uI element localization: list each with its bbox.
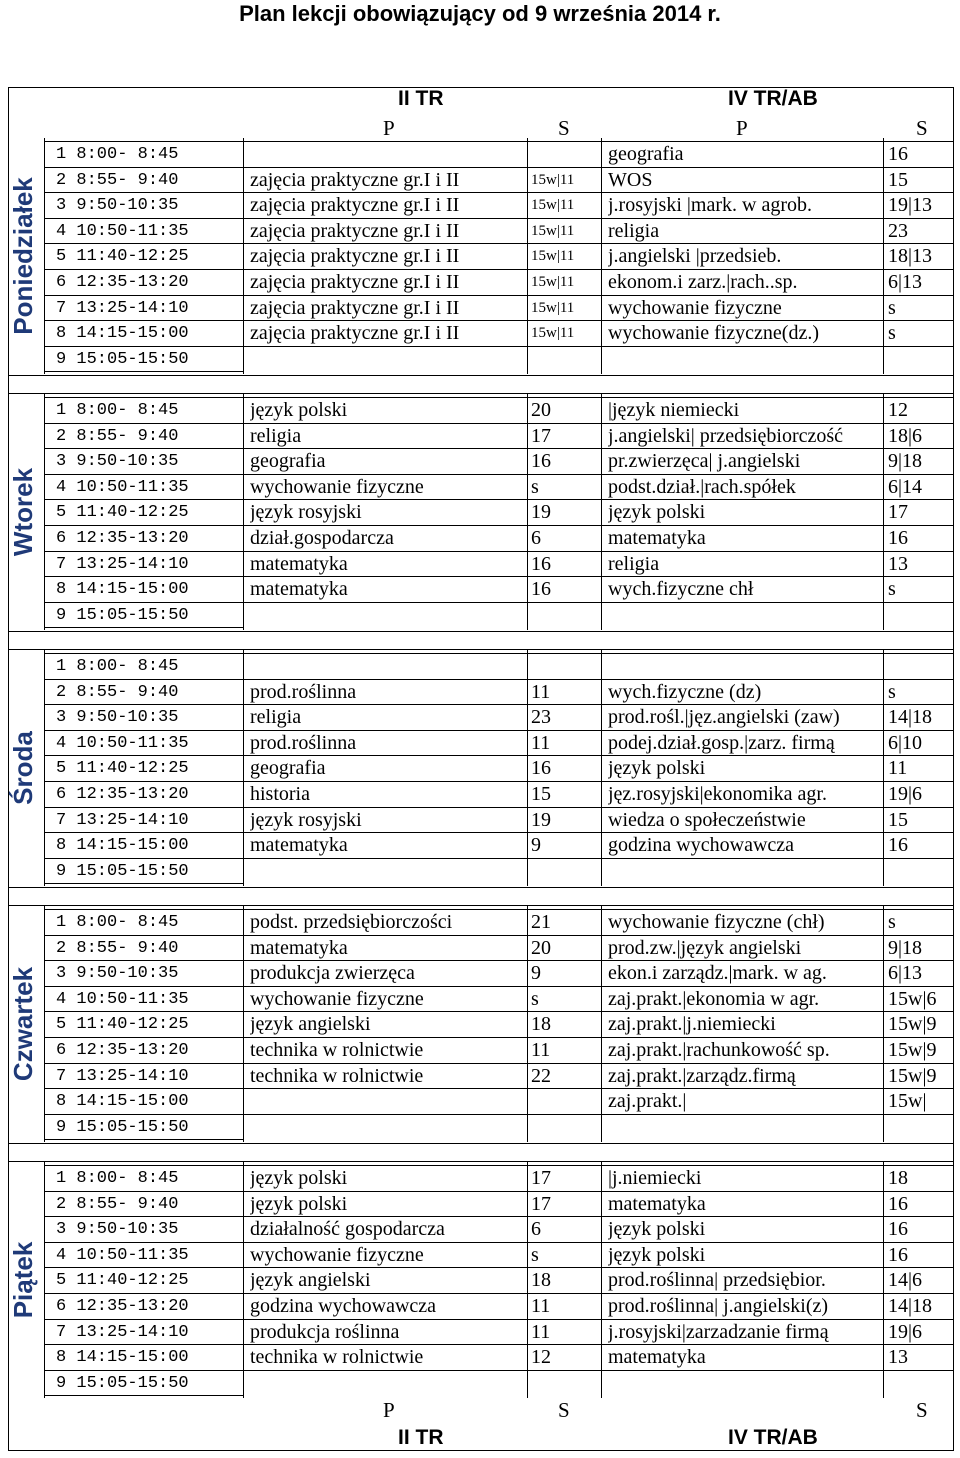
subject-iv-tr-ab: zaj.prakt.|zarządz.firmą: [608, 1065, 796, 1087]
grid-row-line: [44, 551, 953, 552]
subject-iv-tr-ab: prod.roślinna| przedsiębior.: [608, 1269, 826, 1291]
grid-row-line: [44, 909, 953, 910]
subject-ii-tr: zajęcia praktyczne gr.I i II: [250, 220, 460, 242]
day-separator: [9, 631, 953, 650]
subject-iv-tr-ab: godzina wychowawcza: [608, 834, 795, 856]
day-separator: [9, 1143, 953, 1162]
grid-column-line: [601, 1162, 602, 1398]
room-iv-tr-ab: 15w|9: [888, 1013, 937, 1035]
room-iv-tr-ab: 16: [888, 527, 908, 549]
header-s-iv-tr-ab: S: [916, 116, 928, 140]
room-ii-tr: 15w|11: [531, 197, 575, 213]
room-iv-tr-ab: 14|18: [888, 706, 933, 728]
footer-s-ii-tr: S: [558, 1398, 570, 1422]
room-iv-tr-ab: s: [888, 297, 896, 319]
room-iv-tr-ab: 19|6: [888, 1321, 923, 1343]
room-ii-tr: 11: [531, 732, 551, 754]
subject-ii-tr: matematyka: [250, 578, 348, 600]
subject-ii-tr: religia: [250, 706, 302, 728]
room-iv-tr-ab: 15: [888, 169, 908, 191]
subject-iv-tr-ab: zaj.prakt.|ekonomia w agr.: [608, 988, 820, 1010]
subject-iv-tr-ab: matematyka: [608, 1193, 706, 1215]
room-ii-tr: 11: [531, 1039, 551, 1061]
grid-row-line: [44, 141, 953, 142]
grid-column-line: [44, 1162, 45, 1398]
day-label-3: Czwartek: [8, 967, 39, 1082]
room-iv-tr-ab: s: [888, 681, 896, 703]
header-s-ii-tr: S: [558, 116, 570, 140]
period-time: 8 14:15-15:00: [56, 836, 189, 855]
room-ii-tr: [531, 1090, 599, 1114]
period-time: 9 15:05-15:50: [56, 862, 189, 881]
subject-ii-tr: geografia: [250, 757, 326, 779]
grid-row-line: [44, 807, 953, 808]
subject-ii-tr: religia: [250, 425, 302, 447]
room-ii-tr: 20: [531, 399, 551, 421]
period-time: 4 10:50-11:35: [56, 222, 189, 241]
period-time: 5 11:40-12:25: [56, 247, 189, 266]
subject-ii-tr: zajęcia praktyczne gr.I i II: [250, 169, 460, 191]
subject-ii-tr: [250, 1116, 528, 1140]
period-time: 1 8:00- 8:45: [56, 657, 179, 676]
room-iv-tr-ab: s: [888, 911, 896, 933]
day-separator: [9, 887, 953, 906]
grid-column-line: [243, 650, 244, 886]
room-iv-tr-ab: 15: [888, 809, 908, 831]
subject-ii-tr: zajęcia praktyczne gr.I i II: [250, 297, 460, 319]
subject-iv-tr-ab: geografia: [608, 143, 684, 165]
room-iv-tr-ab: 16: [888, 1193, 908, 1215]
subject-ii-tr: język polski: [250, 399, 348, 421]
room-ii-tr: 20: [531, 937, 551, 959]
subject-iv-tr-ab: j.rosyjski |mark. w agrob.: [608, 194, 812, 216]
grid-column-line: [44, 650, 45, 886]
subject-iv-tr-ab: religia: [608, 220, 660, 242]
grid-row-line: [44, 397, 953, 398]
room-iv-tr-ab: 16: [888, 834, 908, 856]
grid-row-line: [44, 1242, 953, 1243]
period-time: 2 8:55- 9:40: [56, 1195, 179, 1214]
room-iv-tr-ab: [888, 348, 954, 372]
room-ii-tr: 17: [531, 1193, 551, 1215]
period-time: 8 14:15-15:00: [56, 324, 189, 343]
day-separator: [9, 375, 953, 394]
grid-column-line: [601, 394, 602, 630]
grid-row-line: [44, 602, 953, 603]
room-iv-tr-ab: 13: [888, 1346, 908, 1368]
room-ii-tr: 17: [531, 425, 551, 447]
subject-ii-tr: język angielski: [250, 1269, 371, 1291]
header-p-ii-tr: P: [383, 116, 395, 140]
room-iv-tr-ab: 17: [888, 501, 908, 523]
room-ii-tr: 15w|11: [531, 248, 575, 264]
room-ii-tr: 15w|11: [531, 274, 575, 290]
subject-iv-tr-ab: |język niemiecki: [608, 399, 740, 421]
subject-ii-tr: [250, 143, 528, 167]
room-iv-tr-ab: 14|6: [888, 1269, 923, 1291]
room-ii-tr: 16: [531, 450, 551, 472]
subject-iv-tr-ab: język polski: [608, 1218, 706, 1240]
subject-ii-tr: matematyka: [250, 553, 348, 575]
room-iv-tr-ab: 14|18: [888, 1295, 933, 1317]
subject-ii-tr: prod.roślinna: [250, 681, 357, 703]
period-time: 7 13:25-14:10: [56, 299, 189, 318]
header-class-iv-tr-ab: IV TR/AB: [728, 87, 818, 110]
room-iv-tr-ab: 15w|9: [888, 1039, 937, 1061]
room-ii-tr: 19: [531, 809, 551, 831]
subject-ii-tr: technika w rolnictwie: [250, 1039, 424, 1061]
period-time: 6 12:35-13:20: [56, 785, 189, 804]
room-ii-tr: 9: [531, 962, 541, 984]
grid-row-line: [44, 269, 953, 270]
room-iv-tr-ab: 9|18: [888, 450, 923, 472]
room-iv-tr-ab: 15w|6: [888, 988, 937, 1010]
period-time: 8 14:15-15:00: [56, 1092, 189, 1111]
subject-ii-tr: wychowanie fizyczne: [250, 1244, 424, 1266]
room-ii-tr: 11: [531, 681, 551, 703]
day-label-4: Piątek: [8, 1241, 39, 1319]
period-time: 3 9:50-10:35: [56, 708, 179, 727]
room-ii-tr: 15w|11: [531, 172, 575, 188]
grid-row-line: [44, 474, 953, 475]
subject-iv-tr-ab: matematyka: [608, 527, 706, 549]
room-ii-tr: [531, 604, 599, 628]
room-ii-tr: [531, 655, 599, 679]
subject-iv-tr-ab: podej.dział.gosp.|zarz. firmą: [608, 732, 835, 754]
room-iv-tr-ab: 15w|: [888, 1090, 927, 1112]
subject-iv-tr-ab: religia: [608, 553, 660, 575]
subject-iv-tr-ab: zaj.prakt.|j.niemiecki: [608, 1013, 776, 1035]
period-time: 4 10:50-11:35: [56, 478, 189, 497]
room-ii-tr: 15w|11: [531, 223, 575, 239]
subject-iv-tr-ab: wych.fizyczne (dz): [608, 681, 762, 703]
period-time: 6 12:35-13:20: [56, 1041, 189, 1060]
room-ii-tr: s: [531, 476, 539, 498]
subject-ii-tr: godzina wychowawcza: [250, 1295, 437, 1317]
room-ii-tr: 15: [531, 783, 551, 805]
period-time: 5 11:40-12:25: [56, 503, 189, 522]
subject-iv-tr-ab: j.rosyjski|zarzadzanie firmą: [608, 1321, 829, 1343]
room-ii-tr: 6: [531, 527, 541, 549]
room-ii-tr: 21: [531, 911, 551, 933]
room-iv-tr-ab: 18|6: [888, 425, 923, 447]
subject-ii-tr: prod.roślinna: [250, 732, 357, 754]
period-time: 2 8:55- 9:40: [56, 427, 179, 446]
room-ii-tr: 15w|11: [531, 300, 575, 316]
subject-iv-tr-ab: matematyka: [608, 1346, 706, 1368]
grid-row-line: [44, 525, 953, 526]
grid-row-line: [44, 679, 953, 680]
subject-iv-tr-ab: j.angielski| przedsiębiorczość: [608, 425, 844, 447]
period-time: 7 13:25-14:10: [56, 811, 189, 830]
room-ii-tr: [531, 860, 599, 884]
period-time: 2 8:55- 9:40: [56, 939, 179, 958]
grid-column-line: [601, 906, 602, 1142]
subject-ii-tr: podst. przedsiębiorczości: [250, 911, 453, 933]
room-ii-tr: s: [531, 1244, 539, 1266]
grid-row-line: [44, 346, 953, 347]
subject-iv-tr-ab: ekonom.i zarz.|rach..sp.: [608, 271, 798, 293]
subject-ii-tr: produkcja zwierzęca: [250, 962, 415, 984]
grid-row-line: [44, 653, 953, 654]
subject-ii-tr: [250, 604, 528, 628]
subject-ii-tr: język polski: [250, 1167, 348, 1189]
subject-ii-tr: dział.gospodarcza: [250, 527, 394, 549]
subject-iv-tr-ab: wychowanie fizyczne (chł): [608, 911, 825, 933]
subject-iv-tr-ab: [608, 860, 884, 884]
room-ii-tr: [531, 348, 599, 372]
room-ii-tr: 18: [531, 1013, 551, 1035]
grid-column-line: [601, 138, 602, 374]
subject-iv-tr-ab: wiedza o społeczeństwie: [608, 809, 806, 831]
room-ii-tr: [531, 1372, 599, 1396]
room-iv-tr-ab: 6|13: [888, 271, 923, 293]
subject-iv-tr-ab: pr.zwierzęca| j.angielski: [608, 450, 801, 472]
footer-p-ii-tr: P: [383, 1398, 395, 1422]
period-time: 5 11:40-12:25: [56, 759, 189, 778]
room-iv-tr-ab: 12: [888, 399, 908, 421]
subject-iv-tr-ab: [608, 1372, 884, 1396]
period-time: 4 10:50-11:35: [56, 1246, 189, 1265]
room-ii-tr: s: [531, 988, 539, 1010]
room-iv-tr-ab: 18|13: [888, 245, 933, 267]
grid-row-line: [44, 1114, 953, 1115]
room-iv-tr-ab: 6|14: [888, 476, 923, 498]
room-iv-tr-ab: 16: [888, 1218, 908, 1240]
footer-s-iv-tr-ab: S: [916, 1398, 928, 1422]
room-ii-tr: 19: [531, 501, 551, 523]
header-p-iv-tr-ab: P: [736, 116, 748, 140]
period-time: 3 9:50-10:35: [56, 1220, 179, 1239]
day-label-2: Środa: [8, 731, 39, 806]
subject-iv-tr-ab: [608, 348, 884, 372]
period-time: 3 9:50-10:35: [56, 196, 179, 215]
room-iv-tr-ab: 6|13: [888, 962, 923, 984]
grid-row-line: [44, 858, 953, 859]
subject-ii-tr: język rosyjski: [250, 501, 362, 523]
subject-iv-tr-ab: j.angielski |przedsieb.: [608, 245, 782, 267]
subject-iv-tr-ab: [608, 655, 884, 679]
room-ii-tr: 9: [531, 834, 541, 856]
room-iv-tr-ab: 9|18: [888, 937, 923, 959]
subject-ii-tr: zajęcia praktyczne gr.I i II: [250, 322, 460, 344]
subject-iv-tr-ab: zaj.prakt.|: [608, 1090, 687, 1112]
subject-ii-tr: zajęcia praktyczne gr.I i II: [250, 245, 460, 267]
room-iv-tr-ab: s: [888, 578, 896, 600]
day-label-1: Wtorek: [8, 468, 39, 557]
period-time: 1 8:00- 8:45: [56, 401, 179, 420]
room-ii-tr: 6: [531, 1218, 541, 1240]
room-iv-tr-ab: 6|10: [888, 732, 923, 754]
subject-iv-tr-ab: wychowanie fizyczne: [608, 297, 782, 319]
subject-ii-tr: technika w rolnictwie: [250, 1065, 424, 1087]
period-time: 1 8:00- 8:45: [56, 145, 179, 164]
grid-column-line: [243, 394, 244, 630]
room-iv-tr-ab: 11: [888, 757, 908, 779]
room-ii-tr: 11: [531, 1321, 551, 1343]
subject-ii-tr: [250, 1372, 528, 1396]
period-time: 1 8:00- 8:45: [56, 913, 179, 932]
grid-row-line: [44, 1063, 953, 1064]
room-ii-tr: 22: [531, 1065, 551, 1087]
room-iv-tr-ab: [888, 1372, 954, 1396]
grid-row-line: [44, 423, 953, 424]
subject-iv-tr-ab: [608, 604, 884, 628]
grid-row-line: [44, 986, 953, 987]
room-ii-tr: 11: [531, 1295, 551, 1317]
room-iv-tr-ab: 13: [888, 553, 908, 575]
room-ii-tr: [531, 1116, 599, 1140]
subject-ii-tr: zajęcia praktyczne gr.I i II: [250, 271, 460, 293]
period-time: 5 11:40-12:25: [56, 1271, 189, 1290]
subject-ii-tr: matematyka: [250, 937, 348, 959]
subject-iv-tr-ab: WOS: [608, 169, 653, 191]
period-time: 8 14:15-15:00: [56, 580, 189, 599]
period-time: 9 15:05-15:50: [56, 1118, 189, 1137]
period-time: 5 11:40-12:25: [56, 1015, 189, 1034]
period-time: 4 10:50-11:35: [56, 990, 189, 1009]
subject-iv-tr-ab: język polski: [608, 501, 706, 523]
period-time: 3 9:50-10:35: [56, 964, 179, 983]
subject-ii-tr: technika w rolnictwie: [250, 1346, 424, 1368]
room-iv-tr-ab: 19|6: [888, 783, 923, 805]
room-ii-tr: 17: [531, 1167, 551, 1189]
period-time: 7 13:25-14:10: [56, 555, 189, 574]
grid-row-line: [44, 167, 953, 168]
grid-column-line: [44, 138, 45, 374]
subject-ii-tr: produkcja roślinna: [250, 1321, 400, 1343]
subject-ii-tr: [250, 348, 528, 372]
room-iv-tr-ab: s: [888, 322, 896, 344]
subject-iv-tr-ab: język polski: [608, 757, 706, 779]
period-time: 6 12:35-13:20: [56, 273, 189, 292]
subject-ii-tr: historia: [250, 783, 310, 805]
room-ii-tr: 18: [531, 1269, 551, 1291]
page-title: Plan lekcji obowiązujący od 9 września 2014 r.: [239, 1, 721, 26]
room-iv-tr-ab: [888, 860, 954, 884]
subject-ii-tr: działalność gospodarcza: [250, 1218, 445, 1240]
room-ii-tr: [531, 143, 599, 167]
grid-row-line: [44, 935, 953, 936]
period-time: 6 12:35-13:20: [56, 1297, 189, 1316]
subject-ii-tr: język rosyjski: [250, 809, 362, 831]
room-ii-tr: 15w|11: [531, 325, 575, 341]
period-time: 6 12:35-13:20: [56, 529, 189, 548]
subject-ii-tr: język polski: [250, 1193, 348, 1215]
room-ii-tr: 12: [531, 1346, 551, 1368]
subject-ii-tr: geografia: [250, 450, 326, 472]
grid-row-line: [44, 1037, 953, 1038]
period-time: 1 8:00- 8:45: [56, 1169, 179, 1188]
subject-iv-tr-ab: zaj.prakt.|rachunkowość sp.: [608, 1039, 830, 1061]
period-time: 3 9:50-10:35: [56, 452, 179, 471]
subject-iv-tr-ab: |j.niemiecki: [608, 1167, 702, 1189]
room-iv-tr-ab: 19|13: [888, 194, 933, 216]
room-ii-tr: 23: [531, 706, 551, 728]
subject-iv-tr-ab: wych.fizyczne chł: [608, 578, 754, 600]
subject-ii-tr: [250, 1090, 528, 1114]
grid-column-line: [44, 394, 45, 630]
subject-ii-tr: język angielski: [250, 1013, 371, 1035]
room-iv-tr-ab: 15w|9: [888, 1065, 937, 1087]
room-ii-tr: 16: [531, 757, 551, 779]
subject-ii-tr: [250, 860, 528, 884]
subject-iv-tr-ab: podst.dział.|rach.spółek: [608, 476, 796, 498]
period-time: 2 8:55- 9:40: [56, 683, 179, 702]
day-label-0: Poniedziałek: [8, 177, 39, 335]
room-iv-tr-ab: 16: [888, 1244, 908, 1266]
room-iv-tr-ab: [888, 604, 954, 628]
subject-iv-tr-ab: jęz.rosyjski|ekonomika agr.: [608, 783, 827, 805]
subject-iv-tr-ab: [608, 1116, 884, 1140]
period-time: 8 14:15-15:00: [56, 1348, 189, 1367]
period-time: 7 13:25-14:10: [56, 1323, 189, 1342]
grid-row-line: [44, 1165, 953, 1166]
room-ii-tr: 16: [531, 578, 551, 600]
subject-iv-tr-ab: wychowanie fizyczne(dz.): [608, 322, 819, 344]
subject-iv-tr-ab: język polski: [608, 1244, 706, 1266]
grid-row-line: [44, 295, 953, 296]
grid-row-line: [44, 1293, 953, 1294]
subject-ii-tr: [250, 655, 528, 679]
room-iv-tr-ab: [888, 655, 954, 679]
room-iv-tr-ab: [888, 1116, 954, 1140]
room-iv-tr-ab: 16: [888, 143, 908, 165]
room-ii-tr: 16: [531, 553, 551, 575]
subject-iv-tr-ab: prod.zw.|język angielski: [608, 937, 802, 959]
grid-column-line: [243, 1162, 244, 1398]
subject-ii-tr: zajęcia praktyczne gr.I i II: [250, 194, 460, 216]
subject-ii-tr: matematyka: [250, 834, 348, 856]
subject-iv-tr-ab: ekon.i zarządz.|mark. w ag.: [608, 962, 827, 984]
subject-ii-tr: wychowanie fizyczne: [250, 476, 424, 498]
room-iv-tr-ab: 18: [888, 1167, 908, 1189]
header-class-ii-tr: II TR: [398, 87, 444, 110]
grid-row-line: [44, 730, 953, 731]
grid-row-line: [44, 218, 953, 219]
grid-row-line: [44, 1319, 953, 1320]
grid-column-line: [243, 906, 244, 1142]
grid-row-line: [44, 1370, 953, 1371]
period-time: 9 15:05-15:50: [56, 606, 189, 625]
period-time: 7 13:25-14:10: [56, 1067, 189, 1086]
subject-iv-tr-ab: prod.rośl.|jęz.angielski (zaw): [608, 706, 840, 728]
grid-row-line: [44, 1191, 953, 1192]
period-time: 4 10:50-11:35: [56, 734, 189, 753]
period-time: 2 8:55- 9:40: [56, 171, 179, 190]
grid-column-line: [44, 906, 45, 1142]
subject-ii-tr: wychowanie fizyczne: [250, 988, 424, 1010]
footer-class-ii-tr: II TR: [398, 1426, 444, 1449]
room-iv-tr-ab: 23: [888, 220, 908, 242]
period-time: 9 15:05-15:50: [56, 350, 189, 369]
footer-class-iv-tr-ab: IV TR/AB: [728, 1426, 818, 1449]
subject-iv-tr-ab: prod.roślinna| j.angielski(z): [608, 1295, 829, 1317]
grid-column-line: [601, 650, 602, 886]
grid-column-line: [243, 138, 244, 374]
period-time: 9 15:05-15:50: [56, 1374, 189, 1393]
grid-row-line: [44, 781, 953, 782]
